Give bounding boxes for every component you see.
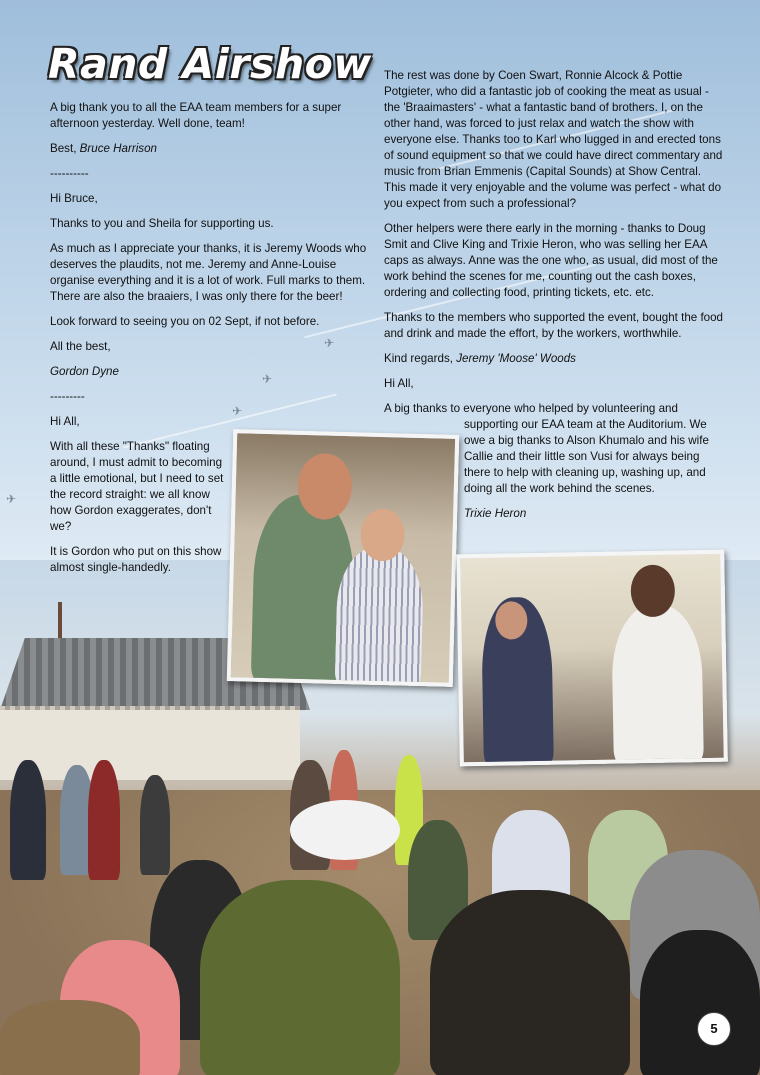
paragraph: The rest was done by Coen Swart, Ronnie Alcock & Pottie Potgieter, who did a fantastic job of cooking the meat as usual - the 'Braaimasters' - what a fantastic band of brothers. I, on the other hand, was forced to just relax and watch the show with everyone else. Thanks too to Karl who lugged in and erected tons of sound equipment so that we could have direct commentary and music from Brian Emmenis (Capital Sounds) at Show Central. This made it very enjoyable and the volume was perfect - what do you expect from such a professional? [384,69,723,210]
sun-hat [290,800,400,860]
spectator [140,775,170,875]
signoff-name: Jeremy 'Moose' Woods [456,352,576,365]
paragraph [384,401,724,497]
paragraph: A big thank you to all the EAA team members for a super afternoon yesterday. Well done, team! [50,101,342,130]
right-column [384,68,724,531]
paragraph-first-line: A big thanks to everyone who helped by volunteering and [384,402,678,415]
paragraph-rest: supporting our EAA team at the Auditorium. We owe a big thanks to Alson Khumalo and his wife Callie and their little son Vusi for always being there to help with cleaning up, washing up, and doing all the work behind the scenes. [464,418,709,495]
paragraph: It is Gordon who put on this show almost single-handedly. [50,545,222,574]
paragraph: Other helpers were there early in the morning - thanks to Doug Smit and Clive King and Trixie Heron, who was selling her EAA caps as always. Anne was the one who, as usual, did most of the work behind the scenes for me, counting out the cash boxes, ordering and collecting food, printing tickets, etc. etc. [384,222,718,299]
signoff-name: Trixie Heron [464,507,527,520]
aircraft-icon: ✈ [6,492,17,506]
left-column [50,100,375,585]
paragraph: As much as I appreciate your thanks, it is Jeremy Woods who deserves the plaudits, not me. Jeremy and Anne-Louise organise everything and it is a lot of work. Full marks to them. There are also the braaiers, I was only there for the beer! [50,242,367,303]
greeting: Hi All, [50,415,80,428]
paragraph: Thanks to the members who supported the event, bought the food and drink and made the effort, by the workers, worthwhile. [384,311,724,340]
signoff [50,141,375,157]
man-white-apron [611,604,704,766]
signoff-prefix: Best, [50,142,77,155]
paragraph: Thanks to you and Sheila for supporting us. [50,217,274,230]
closing: All the best, [50,340,111,353]
aircraft-icon: ✈ [262,372,273,386]
roof-finial [58,602,62,640]
clubhouse [0,710,300,780]
page-title: Rand Airshow [48,40,372,88]
aircraft-icon: ✈ [232,404,243,418]
greeting: Hi Bruce, [50,192,98,205]
paragraph: Look forward to seeing you on 02 Sept, if not before. [50,315,320,328]
signoff-name: Bruce Harrison [79,142,157,155]
aircraft-icon: ✈ [324,336,335,350]
spectator [88,760,120,880]
signoff-prefix: Kind regards, [384,352,453,365]
photo-braai-men [456,550,728,767]
spectator [0,1000,140,1075]
spectator [200,880,400,1075]
page-number: 5 [697,1012,731,1046]
spectator [430,890,630,1075]
separator: ---------- [50,167,89,180]
spectator [10,760,46,880]
greeting: Hi All, [384,377,414,390]
signoff-name: Gordon Dyne [50,365,119,378]
separator: --------- [50,390,85,403]
paragraph: With all these "Thanks" floating around, I must admit to becoming a little emotional, but I need to set the record straight: we all know how Gordon exaggerates, don't we? [50,440,224,533]
spectator [640,930,760,1075]
signoff [384,351,724,367]
